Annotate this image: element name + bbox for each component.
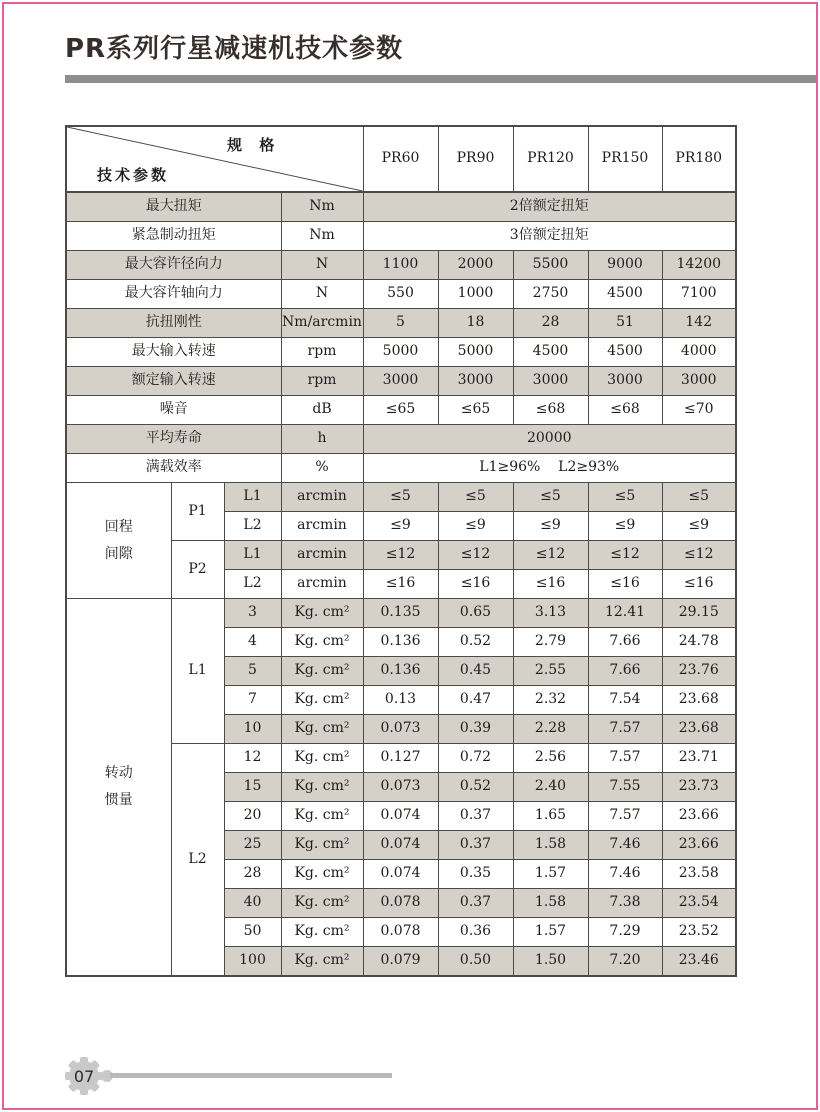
model-header-cell: PR180	[662, 126, 736, 192]
spec-row	[66, 338, 736, 367]
unit-cell: arcmin	[281, 483, 363, 512]
value-cell: 550	[363, 280, 438, 309]
unit-cell: rpm	[281, 338, 363, 367]
value-cell: 0.074	[363, 802, 438, 831]
value-cell: 1000	[438, 280, 513, 309]
value-cell: ≤5	[363, 483, 438, 512]
ratio-cell: 15	[224, 773, 281, 802]
value-cell: 3000	[662, 367, 736, 396]
value-cell: ≤16	[662, 570, 736, 599]
spec-row	[66, 309, 736, 338]
value-cell: 7.66	[588, 628, 662, 657]
value-cell: 28	[513, 309, 588, 338]
param-label-cell: 满载效率	[66, 454, 281, 483]
precision-grade-cell: P1	[171, 483, 224, 541]
value-cell: 0.52	[438, 628, 513, 657]
value-cell: 1.57	[513, 860, 588, 889]
ratio-cell: 3	[224, 599, 281, 628]
value-cell: 1.57	[513, 918, 588, 947]
value-cell: 7.57	[588, 802, 662, 831]
unit-cell: Kg. cm²	[281, 686, 363, 715]
spec-row	[66, 396, 736, 425]
unit-cell: Kg. cm²	[281, 715, 363, 744]
unit-cell: N	[281, 280, 363, 309]
value-cell: ≤5	[513, 483, 588, 512]
value-cell: 0.073	[363, 773, 438, 802]
ratio-cell: 50	[224, 918, 281, 947]
value-cell: 2.32	[513, 686, 588, 715]
value-cell: ≤12	[513, 541, 588, 570]
value-cell: 7.20	[588, 947, 662, 977]
value-cell: 3000	[588, 367, 662, 396]
value-cell: 4500	[513, 338, 588, 367]
value-cell: 23.76	[662, 657, 736, 686]
ratio-cell: 7	[224, 686, 281, 715]
spec-row	[66, 192, 736, 222]
value-cell: 1.50	[513, 947, 588, 977]
param-label-cell: 最大输入转速	[66, 338, 281, 367]
backlash-row	[66, 483, 736, 512]
value-cell: 0.52	[438, 773, 513, 802]
value-cell: 7.46	[588, 860, 662, 889]
value-cell: ≤68	[513, 396, 588, 425]
value-cell: 7.55	[588, 773, 662, 802]
value-cell: 0.073	[363, 715, 438, 744]
value-cell: 3000	[438, 367, 513, 396]
value-cell: 0.47	[438, 686, 513, 715]
value-cell: ≤9	[438, 512, 513, 541]
ratio-cell: 4	[224, 628, 281, 657]
value-cell: ≤5	[662, 483, 736, 512]
value-cell: 4500	[588, 280, 662, 309]
value-cell: 0.074	[363, 831, 438, 860]
inertia-row	[66, 599, 736, 628]
param-label-cell: 额定输入转速	[66, 367, 281, 396]
value-cell: 23.73	[662, 773, 736, 802]
unit-cell: Nm	[281, 222, 363, 251]
ratio-cell: 28	[224, 860, 281, 889]
value-cell: 2.79	[513, 628, 588, 657]
backlash-section-label: 回程间隙	[66, 483, 171, 599]
page-number-gear	[64, 1056, 104, 1096]
value-cell: 0.136	[363, 628, 438, 657]
value-cell: 3.13	[513, 599, 588, 628]
ratio-cell: 10	[224, 715, 281, 744]
stage-group-cell: L1	[171, 599, 224, 744]
stage-cell: L1	[224, 483, 281, 512]
value-cell: ≤9	[588, 512, 662, 541]
unit-cell: Kg. cm²	[281, 628, 363, 657]
value-cell: 0.135	[363, 599, 438, 628]
value-cell: 51	[588, 309, 662, 338]
inertia-section-label: 转动惯量	[66, 599, 171, 977]
value-cell: ≤68	[588, 396, 662, 425]
value-cell: 18	[438, 309, 513, 338]
value-cell: 0.50	[438, 947, 513, 977]
value-cell: L1≥96% L2≥93%	[363, 454, 736, 483]
value-cell: 29.15	[662, 599, 736, 628]
value-cell: 2000	[438, 251, 513, 280]
value-cell: ≤65	[363, 396, 438, 425]
param-label-cell: 噪音	[66, 396, 281, 425]
value-cell: 0.13	[363, 686, 438, 715]
value-cell: ≤16	[513, 570, 588, 599]
stage-cell: L2	[224, 570, 281, 599]
value-cell: 3000	[363, 367, 438, 396]
value-cell: 5000	[363, 338, 438, 367]
model-header-cell: PR60	[363, 126, 438, 192]
param-axis-label: 技术参数	[97, 165, 170, 184]
ratio-cell: 20	[224, 802, 281, 831]
ratio-cell: 40	[224, 889, 281, 918]
footer-rule-line	[110, 1073, 392, 1078]
unit-cell: Kg. cm²	[281, 831, 363, 860]
value-cell: ≤65	[438, 396, 513, 425]
value-cell: ≤16	[363, 570, 438, 599]
spec-row	[66, 367, 736, 396]
unit-cell: Kg. cm²	[281, 889, 363, 918]
value-cell: 5000	[438, 338, 513, 367]
value-cell: 23.54	[662, 889, 736, 918]
spec-row	[66, 425, 736, 454]
value-cell: 7.54	[588, 686, 662, 715]
stage-group-cell: L2	[171, 744, 224, 977]
value-cell: 7.46	[588, 831, 662, 860]
header-diagonal-cell	[66, 126, 363, 192]
value-cell: 12.41	[588, 599, 662, 628]
value-cell: 0.078	[363, 918, 438, 947]
value-cell: 7.38	[588, 889, 662, 918]
unit-cell: Kg. cm²	[281, 744, 363, 773]
value-cell: 20000	[363, 425, 736, 454]
value-cell: 0.37	[438, 889, 513, 918]
param-label-cell: 平均寿命	[66, 425, 281, 454]
precision-grade-cell: P2	[171, 541, 224, 599]
value-cell: 9000	[588, 251, 662, 280]
spec-row	[66, 454, 736, 483]
unit-cell: Kg. cm²	[281, 918, 363, 947]
param-label-cell: 最大容许径向力	[66, 251, 281, 280]
value-cell: 23.66	[662, 802, 736, 831]
ratio-cell: 25	[224, 831, 281, 860]
value-cell: 7.66	[588, 657, 662, 686]
model-header-cell: PR120	[513, 126, 588, 192]
unit-cell: Kg. cm²	[281, 599, 363, 628]
value-cell: 23.58	[662, 860, 736, 889]
value-cell: ≤5	[588, 483, 662, 512]
value-cell: 2750	[513, 280, 588, 309]
value-cell: 7.57	[588, 744, 662, 773]
value-cell: 23.66	[662, 831, 736, 860]
unit-cell: %	[281, 454, 363, 483]
value-cell: ≤9	[363, 512, 438, 541]
value-cell: ≤9	[662, 512, 736, 541]
value-cell: 1.58	[513, 889, 588, 918]
value-cell: 0.39	[438, 715, 513, 744]
value-cell: ≤9	[513, 512, 588, 541]
value-cell: 7.57	[588, 715, 662, 744]
value-cell: ≤12	[662, 541, 736, 570]
value-cell: 4500	[588, 338, 662, 367]
value-cell: 0.45	[438, 657, 513, 686]
unit-cell: dB	[281, 396, 363, 425]
model-header-cell: PR150	[588, 126, 662, 192]
value-cell: 0.37	[438, 831, 513, 860]
value-cell: 23.71	[662, 744, 736, 773]
title-underline-bar	[65, 75, 816, 83]
value-cell: ≤5	[438, 483, 513, 512]
unit-cell: rpm	[281, 367, 363, 396]
unit-cell: Kg. cm²	[281, 802, 363, 831]
unit-cell: Nm	[281, 192, 363, 222]
unit-cell: N	[281, 251, 363, 280]
value-cell: ≤12	[588, 541, 662, 570]
value-cell: 23.52	[662, 918, 736, 947]
value-cell: 0.078	[363, 889, 438, 918]
stage-cell: L2	[224, 512, 281, 541]
value-cell: 0.35	[438, 860, 513, 889]
unit-cell: arcmin	[281, 512, 363, 541]
ratio-cell: 12	[224, 744, 281, 773]
page-title: PR系列行星减速机技术参数	[65, 34, 404, 64]
param-label-cell: 紧急制动扭矩	[66, 222, 281, 251]
table-header-row	[66, 126, 736, 192]
value-cell: 0.72	[438, 744, 513, 773]
value-cell: 23.68	[662, 715, 736, 744]
param-label-cell: 最大扭矩	[66, 192, 281, 222]
value-cell: 0.079	[363, 947, 438, 977]
value-cell: 1.58	[513, 831, 588, 860]
value-cell: ≤12	[363, 541, 438, 570]
spec-row	[66, 251, 736, 280]
value-cell: 7100	[662, 280, 736, 309]
param-label-cell: 抗扭刚性	[66, 309, 281, 338]
unit-cell: Kg. cm²	[281, 947, 363, 977]
page-number: 07	[73, 1066, 95, 1086]
value-cell: 3000	[513, 367, 588, 396]
spec-row	[66, 280, 736, 309]
value-cell: 2.40	[513, 773, 588, 802]
value-cell: ≤16	[438, 570, 513, 599]
ratio-cell: 5	[224, 657, 281, 686]
spec-row	[66, 222, 736, 251]
unit-cell: Kg. cm²	[281, 860, 363, 889]
value-cell: 14200	[662, 251, 736, 280]
value-cell: 142	[662, 309, 736, 338]
unit-cell: arcmin	[281, 570, 363, 599]
value-cell: ≤16	[588, 570, 662, 599]
value-cell: 4000	[662, 338, 736, 367]
unit-cell: arcmin	[281, 541, 363, 570]
value-cell: ≤12	[438, 541, 513, 570]
value-cell: 2倍额定扭矩	[363, 192, 736, 222]
value-cell: 2.55	[513, 657, 588, 686]
value-cell: 3倍额定扭矩	[363, 222, 736, 251]
value-cell: 5500	[513, 251, 588, 280]
value-cell: 1100	[363, 251, 438, 280]
stage-cell: L1	[224, 541, 281, 570]
value-cell: 7.29	[588, 918, 662, 947]
value-cell: 24.78	[662, 628, 736, 657]
value-cell: 23.68	[662, 686, 736, 715]
spec-axis-label: 规 格	[227, 136, 281, 154]
param-label-cell: 最大容许轴向力	[66, 280, 281, 309]
value-cell: 23.46	[662, 947, 736, 977]
value-cell: 0.36	[438, 918, 513, 947]
value-cell: 0.37	[438, 802, 513, 831]
value-cell: 0.127	[363, 744, 438, 773]
value-cell: 0.65	[438, 599, 513, 628]
unit-cell: h	[281, 425, 363, 454]
value-cell: 0.074	[363, 860, 438, 889]
model-header-cell: PR90	[438, 126, 513, 192]
value-cell: 2.56	[513, 744, 588, 773]
value-cell: 2.28	[513, 715, 588, 744]
unit-cell: Kg. cm²	[281, 773, 363, 802]
spec-table	[65, 125, 737, 977]
unit-cell: Nm/arcmin	[281, 309, 363, 338]
value-cell: 0.136	[363, 657, 438, 686]
ratio-cell: 100	[224, 947, 281, 977]
value-cell: ≤70	[662, 396, 736, 425]
unit-cell: Kg. cm²	[281, 657, 363, 686]
value-cell: 5	[363, 309, 438, 338]
value-cell: 1.65	[513, 802, 588, 831]
